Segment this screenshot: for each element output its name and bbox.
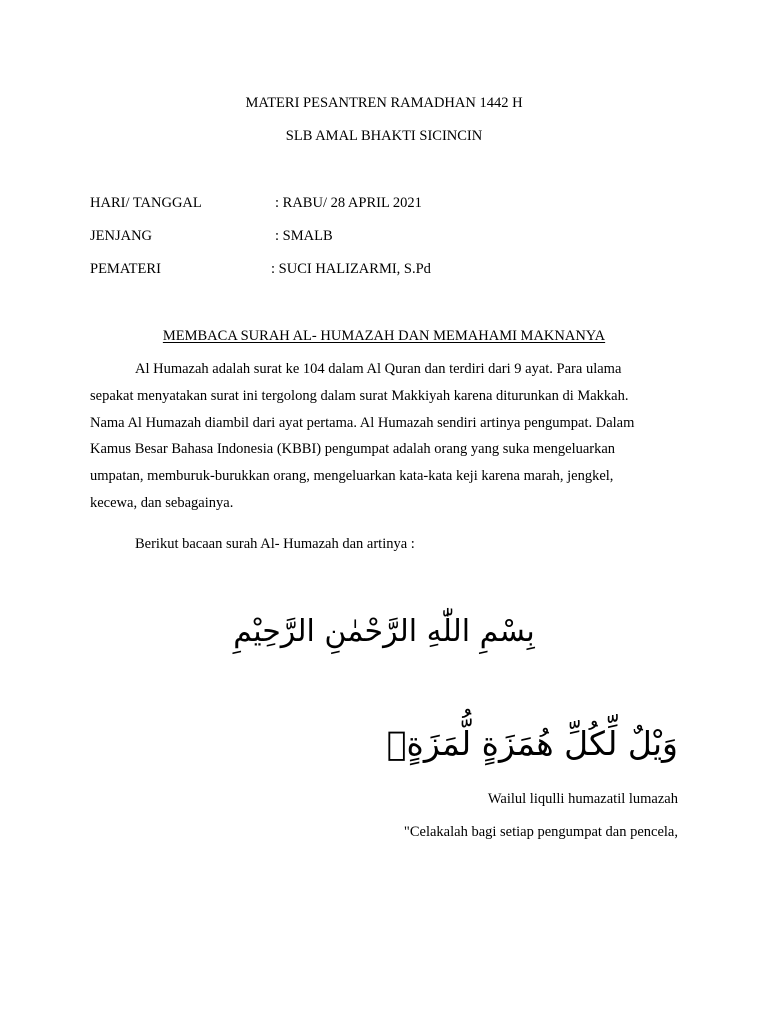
ayah-1-transliteration: Wailul liqulli humazatil lumazah (487, 791, 678, 807)
paragraph-line: Nama Al Humazah diambil dari ayat pertama. Al Humazah sendiri artinya pengumpat. Dalam (90, 414, 635, 431)
paragraph-line: Kamus Besar Bahasa Indonesia (KBBI) pengumpat adalah orang yang suka mengeluarkan (90, 441, 616, 458)
school-name: SLB AMAL BHAKTI SICINCIN (285, 128, 483, 144)
info-value-presenter: : SUCI HALIZARMI, S.Pd (271, 261, 431, 277)
info-label-level: JENJANG (90, 228, 153, 244)
ayah-1-translation: "Celakalah bagi setiap pengumpat dan pencela, (403, 824, 678, 840)
reading-intro: Berikut bacaan surah Al- Humazah dan artinya : (135, 536, 415, 552)
paragraph-line: kecewa, dan sebagainya. (90, 494, 234, 511)
info-value-level: : SMALB (275, 228, 333, 244)
info-label-date: HARI/ TANGGAL (90, 195, 202, 211)
paragraph-line: Al Humazah adalah surat ke 104 dalam Al Quran dan terdiri dari 9 ayat. Para ulama (135, 361, 622, 377)
basmala: بِسْمِ اللّٰهِ الرَّحْمٰنِ الرَّحِيْمِ (233, 614, 535, 649)
paragraph-line: sepakat menyatakan surat ini tergolong dalam surat Makkiyah karena diturunkan di Makkah. (90, 387, 629, 404)
ayah-1-arabic: وَيْلٌ لِّكُلِّ هُمَزَةٍ لُّمَزَةٍۙ (386, 724, 678, 763)
paragraph-line: umpatan, memburuk-burukkan orang, mengeluarkan kata-kata keji karena marah, jengkel, (90, 468, 614, 485)
info-label-presenter: PEMATERI (90, 261, 161, 277)
intro-paragraph (90, 356, 680, 517)
document-title: MATERI PESANTREN RAMADHAN 1442 H (245, 95, 523, 111)
section-heading: MEMBACA SURAH AL- HUMAZAH DAN MEMAHAMI MAKNANYA (162, 328, 606, 344)
info-value-date: : RABU/ 28 APRIL 2021 (275, 195, 422, 211)
